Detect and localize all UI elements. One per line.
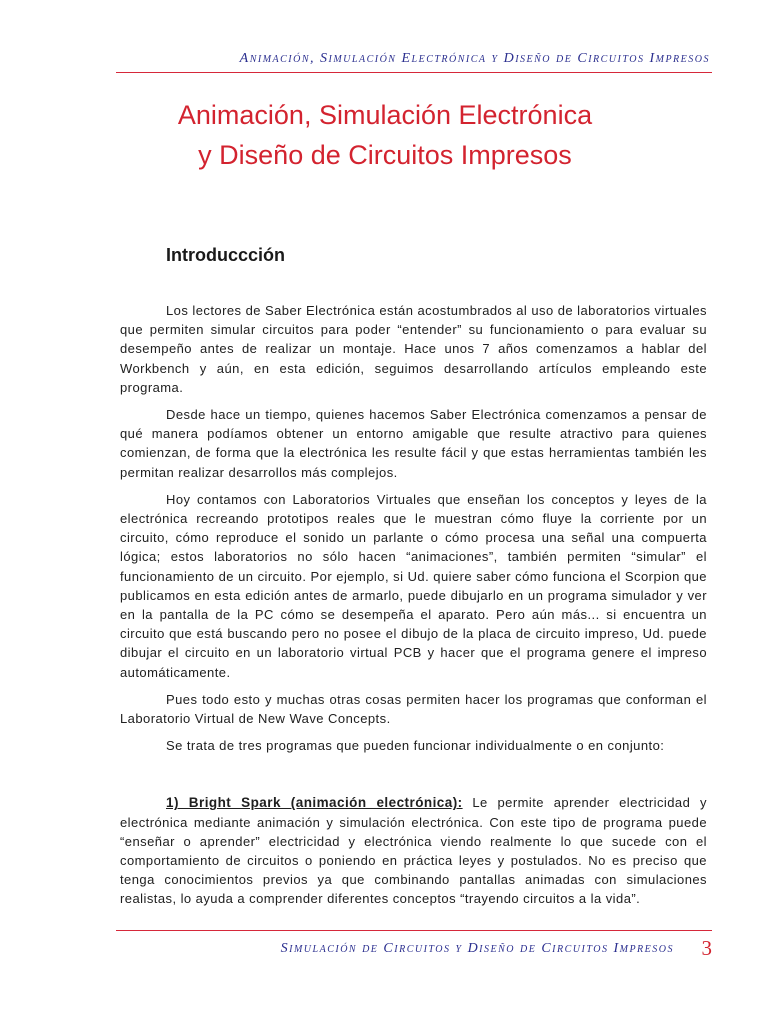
title-line-2: y Diseño de Circuitos Impresos: [198, 140, 572, 170]
paragraph: Hoy contamos con Laboratorios Virtuales que enseñan los conceptos y leyes de la electrónica recreando prototipos reales que le muestran cómo fluye la corriente por un circuito, cómo reproduce el sonido un parlante o cómo procesa una señal una compuerta lógica; estos laboratorios no sólo hacen “animaciones”, también permiten “simular” el funcionamiento de un circuito. Por ejemplo, si Ud. quiere saber cómo funciona el Scorpion que publicamos en esta edición antes de armarlo, puede dibujarlo en un programa simulador y ver en la pantalla de la PC cómo se desempeña el aparato. Pero aún más... si encuentra un circuito que está buscando pero no posee el dibujo de la placa de circuito impreso, Ud. puede dibujar el circuito en un laboratorio virtual PCB y hacer que el programa genere el impreso automáticamente.: [120, 491, 707, 680]
paragraph: Pues todo esto y muchas otras cosas permiten hacer los programas que conforman el Laboratorio Virtual de New Wave Concepts.: [120, 691, 707, 727]
article-body: [120, 301, 707, 917]
page-number: 3: [701, 936, 712, 960]
running-header: Animación, Simulación Electrónica y Diseño de Circuitos Impresos: [239, 51, 710, 66]
paragraph: Desde hace un tiempo, quienes hacemos Saber Electrónica comenzamos a pensar de qué manera podíamos obtener un entorno amigable que resulte atractivo para quienes comienzan, de forma que la electrónica les resulte fácil y que estas herramientas también les permitan realizar desarrollos más complejos.: [120, 407, 707, 480]
list-item: [120, 793, 707, 908]
running-footer: Simulación de Circuitos y Diseño de Circuitos Impresos: [280, 941, 674, 956]
paragraph: Se trata de tres programas que pueden funcionar individualmente o en conjunto:: [166, 738, 665, 754]
page-title: [100, 95, 670, 175]
section-heading: Introduccción: [166, 245, 286, 265]
list-item-lead: 1) Bright Spark (animación electrónica):: [166, 795, 463, 811]
footer-divider: [116, 930, 712, 931]
paragraph: Los lectores de Saber Electrónica están acostumbrados al uso de laboratorios virtuales que permiten simular circuitos para poder “entender” su funcionamiento o para evaluar su desempeño antes de realizar un montaje. Hace unos 7 años comenzamos a hablar del Workbench y aún, en esta edición, seguimos desarrollando artículos empleando este programa.: [120, 303, 707, 395]
title-line-1: Animación, Simulación Electrónica: [177, 100, 593, 130]
header-divider: [116, 72, 712, 73]
list-item-text: Le permite aprender electricidad y electrónica mediante animación y simulación electrónica. Con este tipo de programa puede “enseñar o aprender” electricidad y electrónica viendo realmente lo que sucede con el comportamiento de circuitos o poniendo en práctica leyes y postulados. No es preciso que tenga conocimientos previos ya que combinando pantallas animadas con simulaciones realistas, lo ayuda a comprender diferentes conceptos “trayendo circuitos a la vida”.: [120, 795, 707, 907]
